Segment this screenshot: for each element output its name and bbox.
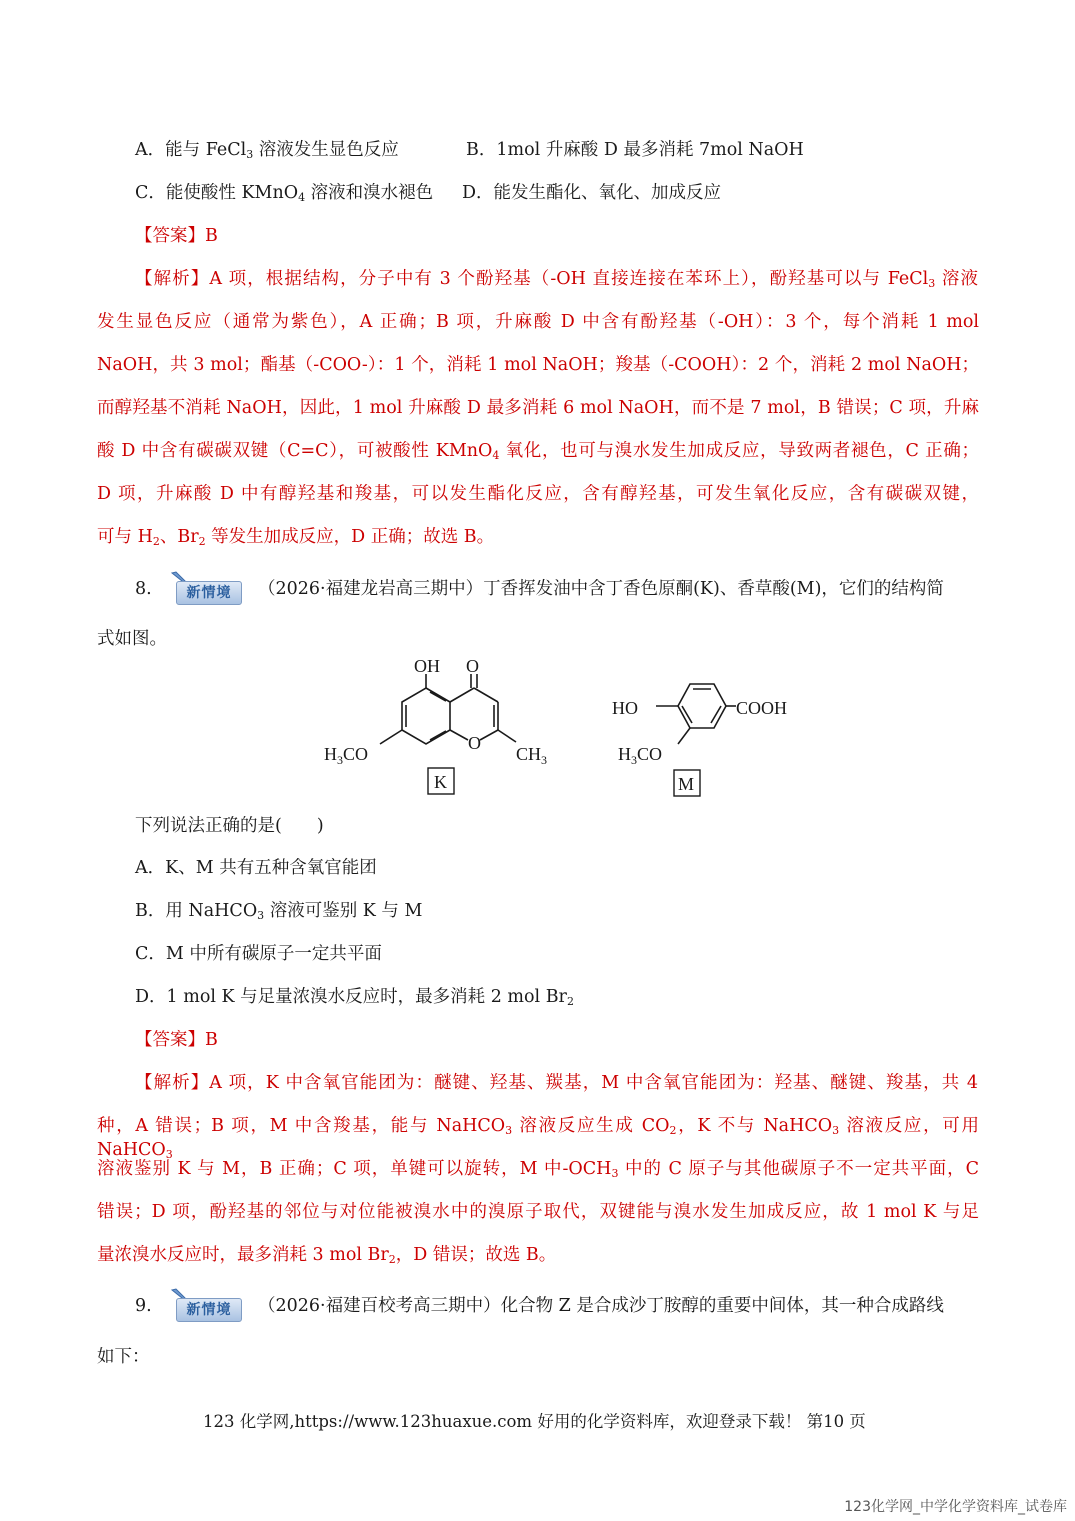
k-label: K (434, 772, 447, 792)
m-label: M (678, 774, 695, 794)
q8-answer: 【答案】B (135, 1030, 218, 1050)
q7-answer: 【答案】B (135, 226, 218, 246)
q7-option-c: C．能使酸性 KMnO$_4$ 溶液和溴水褪色 (135, 183, 434, 204)
analysis-line: 【解析】A 项，K 中含氧官能团为：醚键、羟基、羰基，M 中含氧官能团为：羟基、醚键、羧基，共 4 (135, 1073, 978, 1093)
q8-option-b: B．用 NaHCO$_3$ 溶液可鉴别 K 与 M (135, 901, 423, 922)
k-ch3-label: $CH_3$ (516, 744, 548, 767)
q7-option-b: B．1mol 升麻酸 D 最多消耗 7mol NaOH (466, 140, 804, 160)
q8-option-a: A．K、M 共有五种含氧官能团 (135, 858, 377, 878)
watermark: 123化学网_中学化学资料库_试卷库 (844, 1499, 1067, 1515)
m-cooh-label: COOH (736, 698, 788, 718)
q8-question: 下列说法正确的是( ) (135, 816, 324, 836)
m-h3co-label: $H_3CO$ (618, 744, 663, 767)
q8-stem-line1: （2026·福建龙岩高三期中）丁香挥发油中含丁香色原酮(K)、香草酸(M)，它们的结构简 (258, 579, 944, 599)
k-ring-o-label: O (468, 733, 481, 753)
analysis-line: 酸 D 中含有碳碳双键（C=C），可被酸性 KMnO$_4$ 氧化，也可与溴水发生加成反应，导致两者褪色，C 正确； (97, 441, 979, 462)
q9-number: 9. (135, 1296, 152, 1316)
structure-k (318, 652, 558, 802)
k-carbonyl-o-label: O (466, 656, 479, 676)
q8-number: 8. (135, 579, 152, 599)
analysis-line: 错误；D 项，酚羟基的邻位与对位能被溴水中的溴原子取代，双键能与溴水发生加成反应，故 1 mol K 与足 (97, 1202, 979, 1222)
analysis-line: 发生显色反应（通常为紫色），A 正确；B 项，升麻酸 D 中含有酚羟基（-OH）：3 个，每个消耗 1 mol (97, 312, 979, 332)
analysis-line: 可与 $H_2$、$Br_2$ 等发生加成反应，D 正确；故选 B。 (97, 527, 495, 548)
analysis-line: 种，A 错误；B 项，M 中含羧基，能与 NaHCO$_3$ 溶液反应生成 $CO_2$，K 不与 NaHCO$_3$ 溶液反应，可用 NaHCO$_3$ (97, 1116, 979, 1161)
m-ho-label: HO (612, 698, 638, 718)
k-oh-label: OH (414, 656, 440, 676)
analysis-line: D 项，升麻酸 D 中有醇羟基和羧基，可以发生酯化反应，含有醇羟基，可发生氧化反应，含有碳碳双键， (97, 484, 979, 504)
q8-stem-line2: 式如图。 (97, 629, 167, 649)
analysis-line: 量浓溴水反应时，最多消耗 3 mol $Br_2$，D 错误；故选 B。 (97, 1245, 557, 1266)
page-footer: 123 化学网,https://www.123huaxue.com 好用的化学资料库，欢迎登录下载！ 第10 页 (203, 1412, 866, 1431)
k-h3co-label: $H_3CO$ (324, 744, 369, 767)
analysis-line: 而醇羟基不消耗 NaOH，因此，1 mol 升麻酸 D 最多消耗 6 mol NaOH，而不是 7 mol，B 错误；C 项，升麻 (97, 398, 979, 418)
analysis-line: 【解析】A 项，根据结构，分子中有 3 个酚羟基（-OH 直接连接在苯环上），酚羟基可以与 FeCl$_3$ 溶液 (135, 269, 978, 290)
q8-option-d: D．1 mol K 与足量浓溴水反应时，最多消耗 2 mol $Br_2$ (135, 987, 574, 1008)
structure-m (608, 668, 808, 802)
new-context-badge: 新情境 (168, 571, 242, 603)
new-context-badge-2: 新情境 (168, 1288, 242, 1320)
q8-option-c: C．M 中所有碳原子一定共平面 (135, 944, 382, 964)
q7-option-a: A．能与 FeCl$_3$ 溶液发生显色反应 (135, 140, 399, 161)
analysis-line: NaOH，共 3 mol；酯基（-COO-）：1 个，消耗 1 mol NaOH；羧基（-COOH）：2 个，消耗 2 mol NaOH； (97, 355, 979, 375)
q7-option-d: D．能发生酯化、氧化、加成反应 (462, 183, 722, 203)
q9-stem-line2: 如下： (97, 1347, 150, 1367)
q9-stem-line1: （2026·福建百校考高三期中）化合物 Z 是合成沙丁胺醇的重要中间体，其一种合成路线 (258, 1296, 944, 1316)
analysis-line: 溶液鉴别 K 与 M，B 正确；C 项，单键可以旋转，M 中$-OCH_3$ 中的 C 原子与其他碳原子不一定共平面，C (97, 1159, 979, 1180)
